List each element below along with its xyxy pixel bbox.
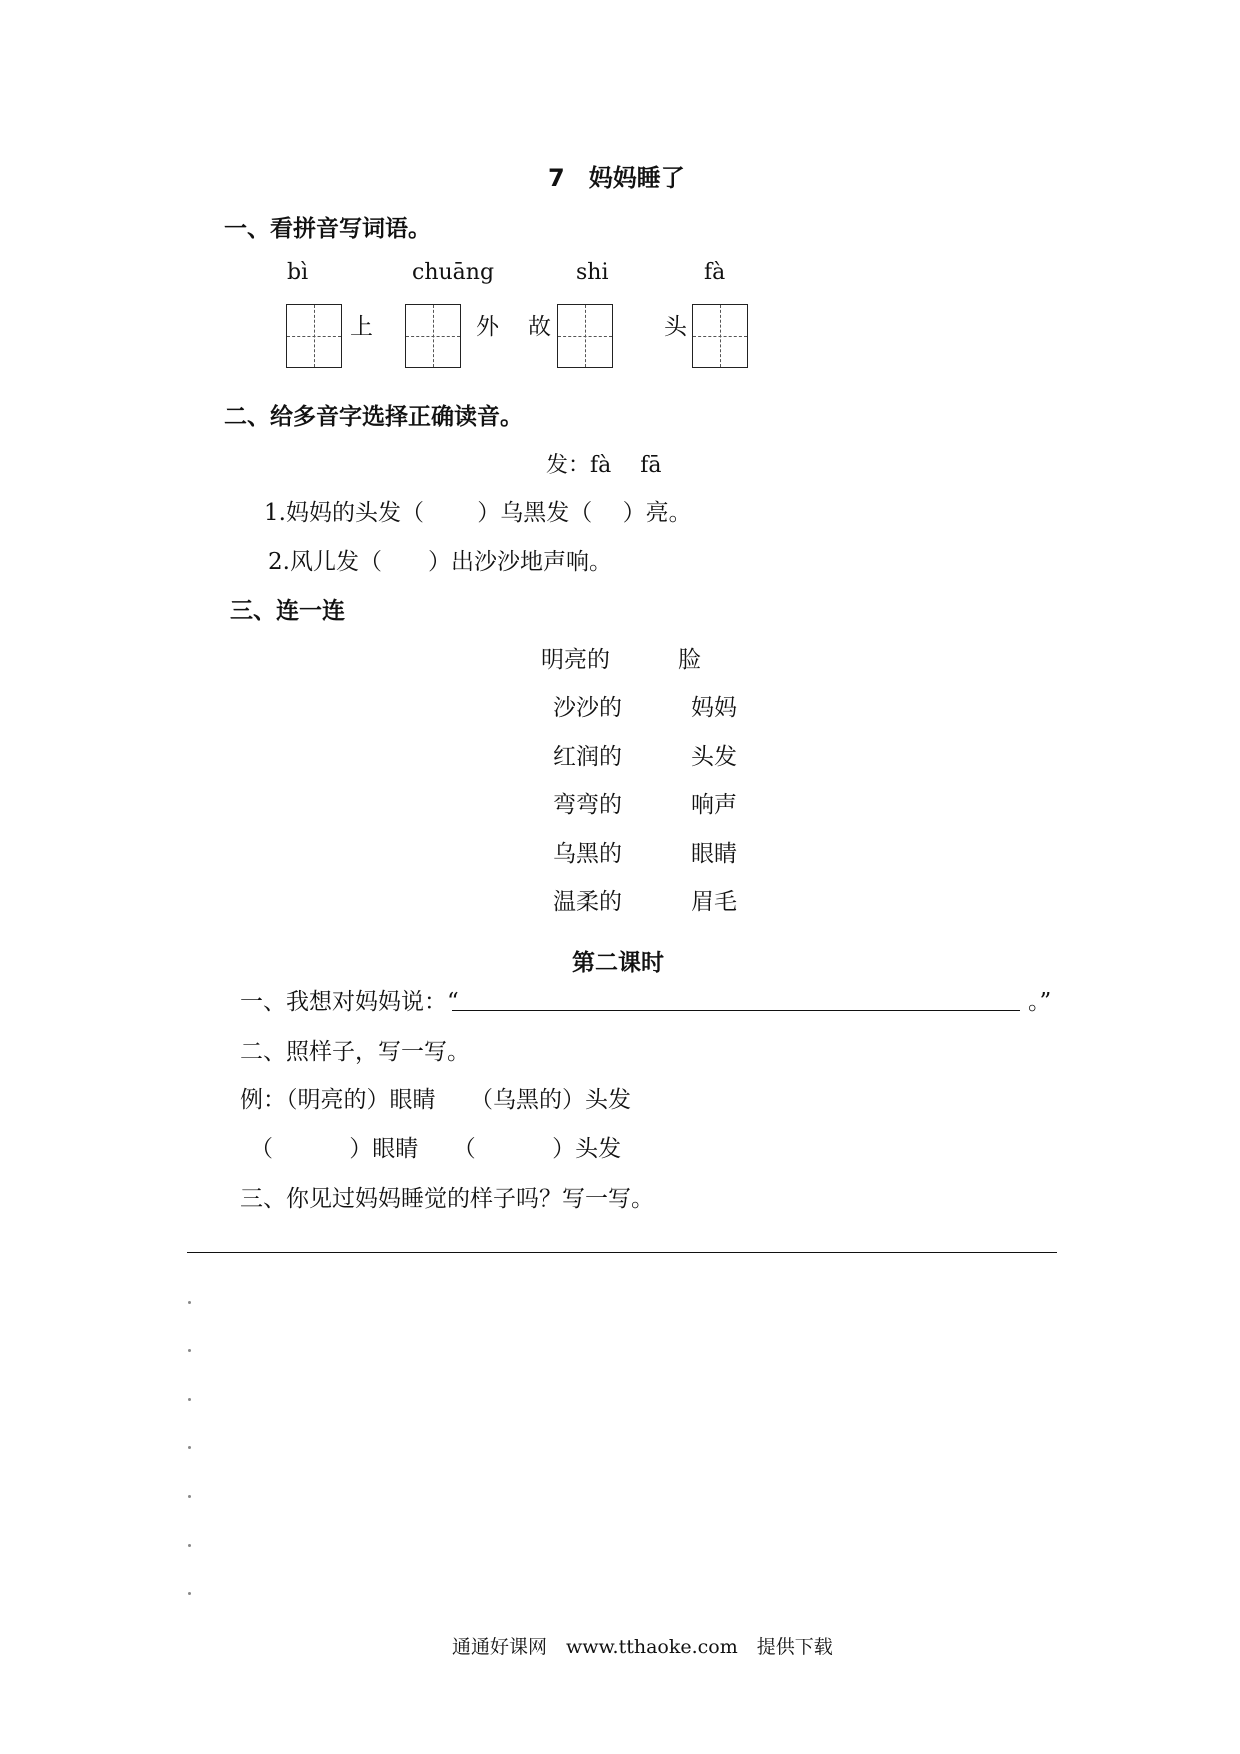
match-left-1: 明亮的 <box>541 647 610 673</box>
box-char-1: 上 <box>350 314 373 340</box>
match-left-5: 乌黑的 <box>553 841 622 867</box>
lesson2-q1-answer-line[interactable] <box>452 1010 1020 1011</box>
dot-mark <box>188 1592 191 1595</box>
page-title: 7 妈妈睡了 <box>548 164 685 192</box>
match-right-3: 头发 <box>691 744 737 770</box>
section1-heading: 一、看拼音写词语。 <box>224 216 431 242</box>
pinyin-3: shi <box>576 260 609 285</box>
dot-mark <box>188 1349 191 1352</box>
writing-box-4[interactable] <box>692 304 748 368</box>
lesson2-heading: 第二课时 <box>572 950 664 976</box>
match-right-5: 眼睛 <box>691 841 737 867</box>
box-char-2: 外 <box>476 314 499 340</box>
dot-mark <box>188 1446 191 1449</box>
lesson2-blanks: （ ）眼睛 （ ）头发 <box>250 1136 622 1162</box>
box-char-4: 头 <box>664 314 687 340</box>
box-char-3: 故 <box>528 314 551 340</box>
match-right-1: 脸 <box>678 647 701 673</box>
polyphone-prompt: 发：fà fā <box>546 453 662 478</box>
dot-mark <box>188 1301 191 1304</box>
lesson2-q3: 三、你见过妈妈睡觉的样子吗？写一写。 <box>240 1186 654 1212</box>
page-footer: 通通好课网 www.tthaoke.com 提供下载 <box>452 1636 833 1658</box>
match-right-4: 响声 <box>691 792 737 818</box>
match-right-6: 眉毛 <box>691 889 737 915</box>
question-2-2: 2.风儿发（ ）出沙沙地声响。 <box>268 549 612 575</box>
writing-box-2[interactable] <box>405 304 461 368</box>
match-left-3: 红润的 <box>553 744 622 770</box>
section2-heading: 二、给多音字选择正确读音。 <box>224 404 523 430</box>
match-left-6: 温柔的 <box>553 889 622 915</box>
dot-mark <box>188 1544 191 1547</box>
dot-mark <box>188 1398 191 1401</box>
pinyin-4: fà <box>704 260 726 285</box>
writing-box-1[interactable] <box>286 304 342 368</box>
lesson2-q1-suffix: 。” <box>1028 989 1052 1015</box>
dot-mark <box>188 1495 191 1498</box>
question-2-1: 1.妈妈的头发（ ）乌黑发（ ）亮。 <box>264 500 692 526</box>
lesson2-example: 例：（明亮的）眼睛 （乌黑的）头发 <box>240 1087 631 1113</box>
writing-box-3[interactable] <box>557 304 613 368</box>
match-left-2: 沙沙的 <box>553 695 622 721</box>
match-left-4: 弯弯的 <box>553 792 622 818</box>
pinyin-1: bì <box>287 260 309 285</box>
writing-line[interactable] <box>187 1252 1057 1253</box>
lesson2-q2: 二、照样子，写一写。 <box>240 1039 470 1065</box>
match-right-2: 妈妈 <box>691 695 737 721</box>
lesson2-q1-prefix: 一、我想对妈妈说：“ <box>240 989 459 1015</box>
pinyin-2: chuāng <box>412 260 495 285</box>
section3-heading: 三、连一连 <box>230 598 345 624</box>
